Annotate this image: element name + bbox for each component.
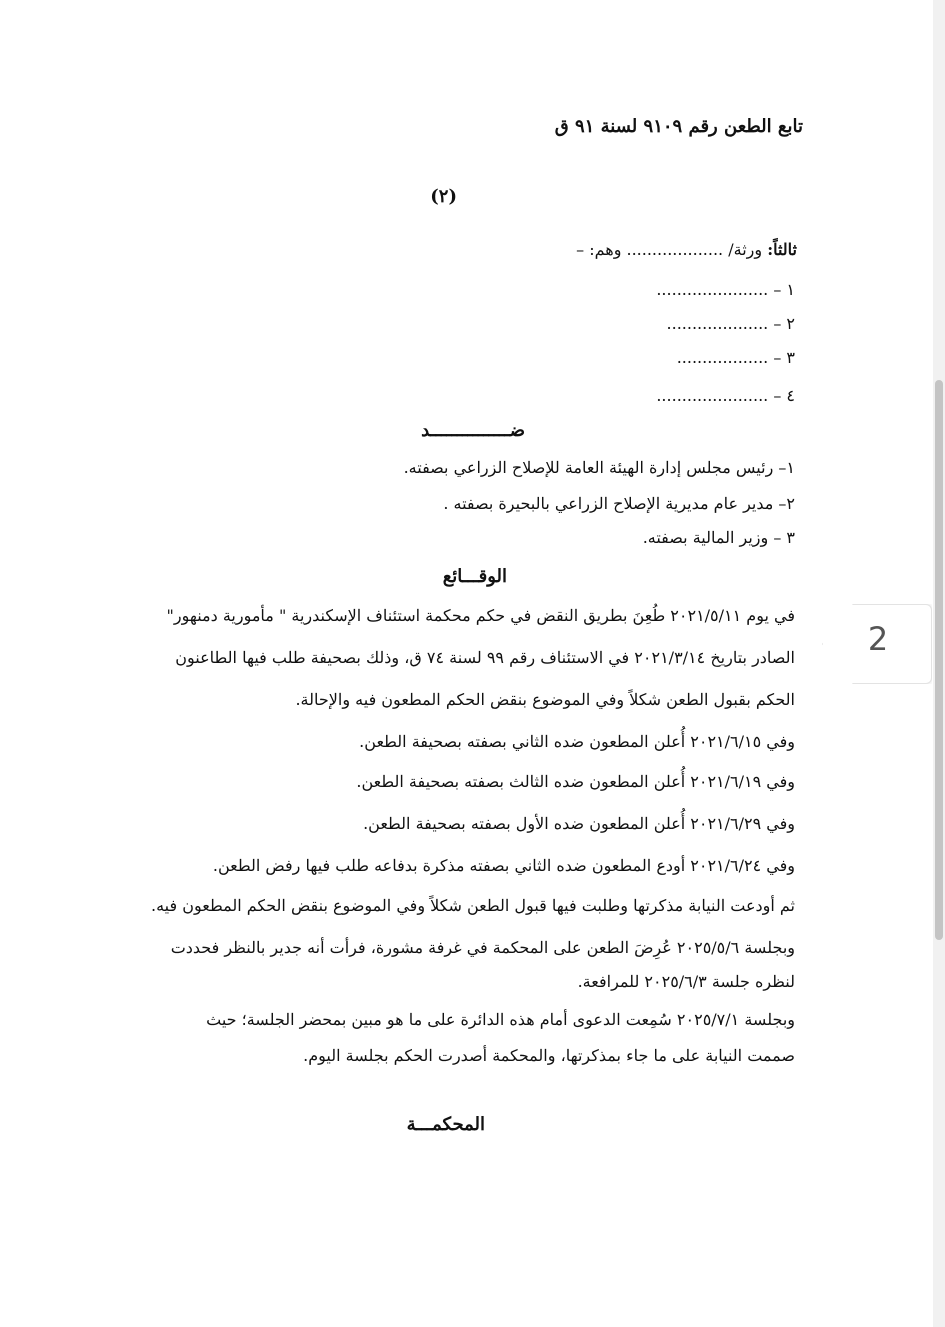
respondent-item: ١– رئيس مجلس إدارة الهيئة العامة للإصلاح الزراعي بصفته. <box>403 458 795 477</box>
document-header: تابع الطعن رقم ٩١٠٩ لسنة ٩١ ق <box>554 116 803 137</box>
heirs-text: ورثة/ ................... وهم: – <box>576 240 768 259</box>
facts-line: وفي ٢٠٢١/٦/٢٩ أُعلن المطعون ضده الأول بصفته بصحيفة الطعن. <box>363 814 795 833</box>
page-label: (٢) <box>430 186 457 207</box>
facts-line: وبجلسة ٢٠٢٥/٧/١ سُمِعت الدعوى أمام هذه الدائرة على ما هو مبين بمحضر الجلسة؛ حيث <box>206 1010 795 1029</box>
facts-line: وبجلسة ٢٠٢٥/٥/٦ عُرِضَ الطعن على المحكمة في غرفة مشورة، فرأت أنه جدير بالنظر فحددت <box>170 938 795 957</box>
page-indicator-number: 2 <box>867 620 889 658</box>
scrollbar-thumb[interactable] <box>935 380 943 940</box>
facts-heading: الوقـــائع <box>442 566 507 587</box>
facts-line: وفي ٢٠٢١/٦/٢٤ أودع المطعون ضده الثاني بصفته مذكرة بدفاعه طلب فيها رفض الطعن. <box>212 856 795 875</box>
facts-line: لنظره جلسة ٢٠٢٥/٦/٣ للمرافعة. <box>577 972 795 991</box>
facts-line: صممت النيابة على ما جاء بمذكرتها، والمحكمة أصدرت الحكم بجلسة اليوم. <box>303 1046 795 1065</box>
facts-line: ثم أودعت النيابة مذكرتها وطلبت فيها قبول الطعن شكلاً وفي الموضوع بنقض الحكم المطعون فيه. <box>150 896 795 915</box>
heir-item: ٣ – .................. <box>676 348 795 367</box>
facts-line: في يوم ٢٠٢١/٥/١١ طُعِنَ بطريق النقض في حكم محكمة استئناف الإسكندرية " مأمورية دمنهور" <box>166 606 795 625</box>
facts-line: الحكم بقبول الطعن شكلاً وفي الموضوع بنقض الحكم المطعون فيه والإحالة. <box>295 690 795 709</box>
heir-item: ٢ – .................... <box>666 314 795 333</box>
facts-line: وفي ٢٠٢١/٦/١٩ أُعلن المطعون ضده الثالث بصفته بصحيفة الطعن. <box>356 772 795 791</box>
heir-item: ٤ – ...................... <box>656 386 795 405</box>
heirs-line <box>576 240 797 259</box>
against-heading: ضـــــــــــــــد <box>421 420 525 441</box>
court-heading: المحكمـــة <box>406 1114 485 1135</box>
facts-line: وفي ٢٠٢١/٦/١٥ أُعلن المطعون ضده الثاني بصفته بصحيفة الطعن. <box>359 732 795 751</box>
respondent-item: ٢– مدير عام مديرية الإصلاح الزراعي بالبحيرة بصفته . <box>443 494 795 513</box>
heir-item: ١ – ...................... <box>656 280 795 299</box>
heirs-heading: ثالثاً: <box>767 240 797 259</box>
facts-line: الصادر بتاريخ ٢٠٢١/٣/١٤ في الاستئناف رقم ٩٩ لسنة ٧٤ ق، وذلك بصحيفة طلب فيها الطاعنون <box>175 648 795 667</box>
respondent-item: ٣ – وزير المالية بصفته. <box>642 528 795 547</box>
